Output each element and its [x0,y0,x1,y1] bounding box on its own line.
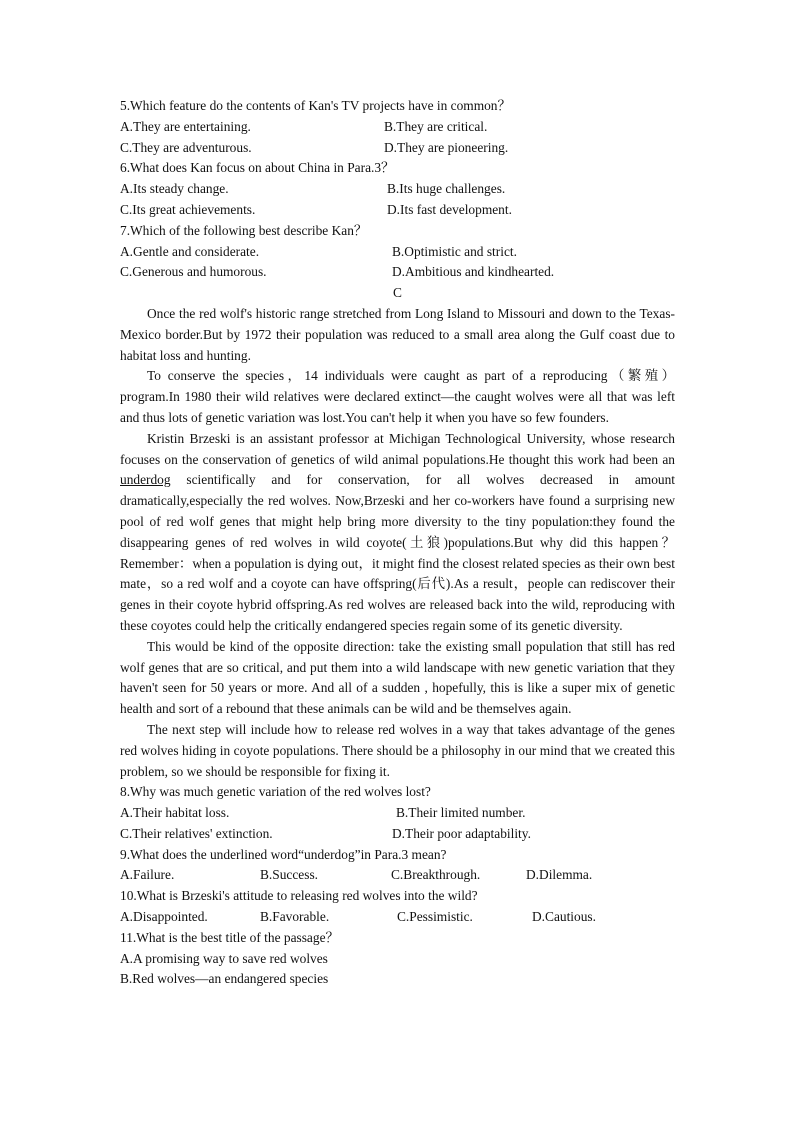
passage-paragraph-3 [120,429,675,637]
question-8-options-row-1 [120,803,675,824]
question-10-options [120,907,675,928]
q8-option-b: B.Their limited number. [396,805,526,821]
exam-page [120,96,675,990]
question-8-options-row-2 [120,824,675,845]
passage-paragraph-2: To conserve the species，14 individuals were caught as part of a reproducing（繁殖）program.In 1980 their wild relatives were declared extinct—the caught wolves were all that was left and thus lots of genetic variation was lost.You can't help it when you have so few founders. [120,368,675,425]
question-6-options-row-1 [120,179,675,200]
passage-paragraph-1: Once the red wolf's historic range stretched from Long Island to Missouri and down to the Texas-Mexico border.But by 1972 their population was reduced to a small area along the Gulf coast due to habitat loss and hunting. [120,305,675,363]
paragraph-3-text-start: Kristin Brzeski is an assistant professor at Michigan Technological University, whose research focuses on the conservation of genetics of wild animal populations.He thought this work had been an [120,430,675,467]
q6-option-b: B.Its huge challenges. [387,181,506,197]
q10-option-d: D.Cautious. [532,909,596,925]
q11-option-a: A.A promising way to save red wolves [120,950,328,966]
q10-option-c: C.Pessimistic. [397,909,473,925]
q5-option-b: B.They are critical. [384,118,488,134]
q9-option-c: C.Breakthrough. [391,867,481,883]
question-6: 6.What does Kan focus on about China in Para.3？ [120,160,395,176]
section-label-c: C [393,285,402,301]
question-10: 10.What is Brzeski's attitude to releasing red wolves into the wild? [120,888,478,904]
q6-option-d: D.Its fast development. [387,201,512,217]
q7-option-a: A.Gentle and considerate. [120,243,260,259]
q10-option-a: A.Disappointed. [120,909,208,925]
passage-paragraph-5: The next step will include how to release red wolves in a way that takes advantage of the genes red wolves hiding in coyote populations. There should be a philosophy in our mind that we created this problem, so we should be responsible for fixing it. [120,721,675,779]
q7-option-c: C.Generous and humorous. [120,264,267,280]
q7-option-d: D.Ambitious and kindhearted. [392,264,555,280]
q11-option-b: B.Red wolves—an endangered species [120,971,329,987]
question-9-options [120,865,675,886]
q10-option-b: B.Favorable. [260,909,330,925]
passage-paragraph-4: This would be kind of the opposite direction: take the existing small population that still has red wolf genes that are so critical, and put them into a wild landscape with new genetic variation that they haven't seen for 50 years or more. And all of a sudden , hopefully, this is like a super mix of genetic health and sort of a rebound that these animals can be wild and be themselves again. [120,638,675,717]
question-5: 5.Which feature do the contents of Kan's TV projects have in common？ [120,98,511,113]
question-5-options-row-2 [120,138,675,159]
question-11: 11.What is the best title of the passage？ [120,929,339,945]
q5-option-d: D.They are pioneering. [384,139,509,155]
question-6-options-row-2 [120,200,675,221]
question-7-options-row-2 [120,262,675,283]
q9-option-b: B.Success. [260,867,319,883]
q6-option-a: A.Its steady change. [120,181,229,197]
paragraph-3-text-end: scientifically and for conservation, for all wolves decreased in amount dramatically,especially the red wolves. Now,Brzeski and her co-workers have found a surprising new pool of red wolf genes that might help bring more diversity to the tiny population:they found the disappearing genes of red wolves in wild coyote(土狼)populations.But why did this happen？Remember：when a population is dying out，it might find the closest related species as their own best mate，so a red wolf and a coyote can have offspring(后代).As a result，people can rediscover their genes in their coyote hybrid offspring.As red wolves are released back into the wild, reproducing with these coyotes could help the critically endangered species regain some of its genetic diversity. [120,472,675,633]
q5-option-c: C.They are adventurous. [120,139,252,155]
question-7-options-row-1 [120,242,675,263]
q8-option-d: D.Their poor adaptability. [392,825,531,841]
q8-option-c: C.Their relatives' extinction. [120,825,273,841]
q7-option-b: B.Optimistic and strict. [392,243,517,259]
question-5-options-row-1 [120,117,675,138]
q9-option-d: D.Dilemma. [526,867,593,883]
question-9: 9.What does the underlined word“underdog”in Para.3 mean? [120,846,447,862]
q9-option-a: A.Failure. [120,867,175,883]
q8-option-a: A.Their habitat loss. [120,805,230,821]
question-7: 7.Which of the following best describe Kan？ [120,222,368,238]
question-8: 8.Why was much genetic variation of the red wolves lost? [120,784,431,800]
q5-option-a: A.They are entertaining. [120,118,251,134]
q6-option-c: C.Its great achievements. [120,201,256,217]
underlined-word-underdog: underdog [120,472,171,488]
